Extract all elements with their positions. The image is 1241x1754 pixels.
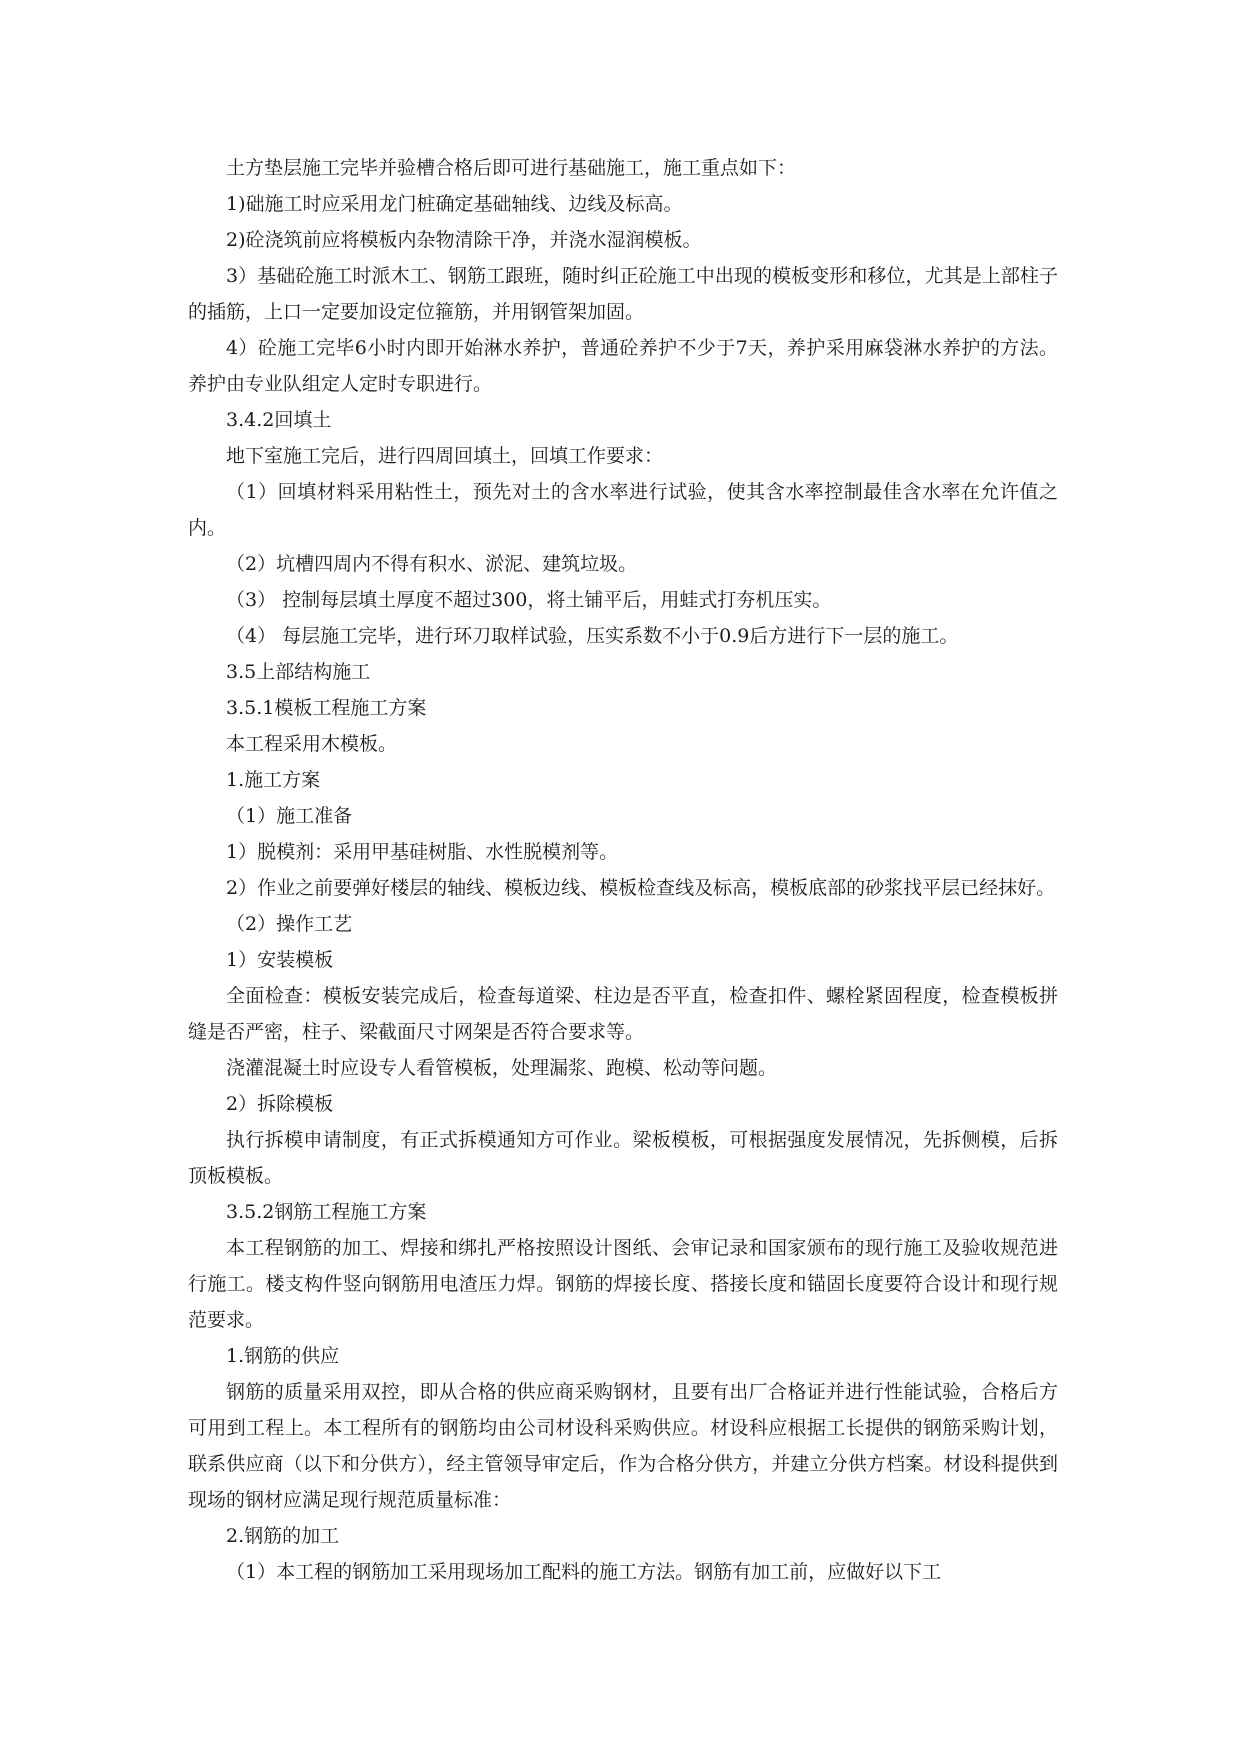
paragraph-7: 地下室施工完后，进行四周回填土，回填工作要求： — [226, 445, 664, 467]
paragraph-21: 全面检查：模板安装完成后，检查每道梁、柱边是否平直，检查扣件、螺栓紧固程度，检查模板拼缝是否严密，柱子、梁截面尺寸网架是否符合要求等。 — [188, 985, 1058, 1043]
paragraph-10: （3） 控制每层填土厚度不超过300，将土铺平后，用蛙式打夯机压实。 — [226, 589, 832, 611]
document-page — [188, 150, 1058, 1590]
paragraph-1: 土方垫层施工完毕并验槽合格后即可进行基础施工，施工重点如下： — [226, 157, 797, 179]
paragraph-28: 钢筋的质量采用双控，即从合格的供应商采购钢材，且要有出厂合格证并进行性能试验，合格后方可用到工程上。本工程所有的钢筋均由公司材设科采购供应。材设科应根据工长提供的钢筋采购计划，联系供应商（以下和分供方），经主管领导审定后，作为合格分供方，并建立分供方档案。材设科提供到现场的钢材应满足现行规范质量标准： — [188, 1381, 1058, 1511]
paragraph-5: 4）砼施工完毕6小时内即开始淋水养护，普通砼养护不少于7天，养护采用麻袋淋水养护的方法。养护由专业队组定人定时专职进行。 — [188, 337, 1058, 395]
paragraph-9: （2）坑槽四周内不得有积水、淤泥、建筑垃圾。 — [226, 553, 638, 575]
section-heading-3-5-2: 3.5.2钢筋工程施工方案 — [226, 1201, 427, 1223]
paragraph-24: 执行拆模申请制度，有正式拆模通知方可作业。梁板模板，可根据强度发展情况，先拆侧模，后拆顶板模板。 — [188, 1129, 1058, 1187]
paragraph-23: 2）拆除模板 — [226, 1093, 334, 1115]
section-heading-3-4-2: 3.4.2回填土 — [226, 409, 332, 431]
paragraph-27: 1.钢筋的供应 — [226, 1345, 340, 1367]
paragraph-8: （1）回填材料采用粘性土，预先对土的含水率进行试验，使其含水率控制最佳含水率在允许值之内。 — [188, 481, 1058, 539]
section-heading-3-5: 3.5上部结构施工 — [226, 661, 371, 683]
paragraph-20: 1）安装模板 — [226, 949, 334, 971]
paragraph-11: （4） 每层施工完毕，进行环刀取样试验，压实系数不小于0.9后方进行下一层的施工。 — [226, 625, 959, 647]
paragraph-29: 2.钢筋的加工 — [226, 1525, 340, 1547]
section-heading-3-5-1: 3.5.1模板工程施工方案 — [226, 697, 427, 719]
paragraph-16: （1）施工准备 — [226, 805, 353, 827]
paragraph-22: 浇灌混凝土时应设专人看管模板，处理漏浆、跑模、松动等问题。 — [226, 1057, 778, 1079]
paragraph-4: 3）基础砼施工时派木工、钢筋工跟班，随时纠正砼施工中出现的模板变形和移位，尤其是上部柱子的插筋，上口一定要加设定位箍筋，并用钢管架加固。 — [188, 265, 1058, 323]
paragraph-3: 2)砼浇筑前应将模板内杂物清除干净，并浇水湿润模板。 — [226, 229, 702, 251]
paragraph-19: （2）操作工艺 — [226, 913, 353, 935]
paragraph-30: （1）本工程的钢筋加工采用现场加工配料的施工方法。钢筋有加工前，应做好以下工 — [226, 1561, 942, 1583]
paragraph-14: 本工程采用木模板。 — [226, 733, 398, 755]
paragraph-18: 2）作业之前要弹好楼层的轴线、模板边线、模板检查线及标高，模板底部的砂浆找平层已经抹好。 — [226, 877, 1056, 899]
paragraph-2: 1)础施工时应采用龙门桩确定基础轴线、边线及标高。 — [226, 193, 683, 215]
paragraph-17: 1）脱模剂：采用甲基硅树脂、水性脱模剂等。 — [226, 841, 619, 863]
paragraph-26: 本工程钢筋的加工、焊接和绑扎严格按照设计图纸、会审记录和国家颁布的现行施工及验收规范进行施工。楼支构件竖向钢筋用电渣压力焊。钢筋的焊接长度、搭接长度和锚固长度要符合设计和现行规范要求。 — [188, 1237, 1058, 1331]
paragraph-15: 1.施工方案 — [226, 769, 321, 791]
